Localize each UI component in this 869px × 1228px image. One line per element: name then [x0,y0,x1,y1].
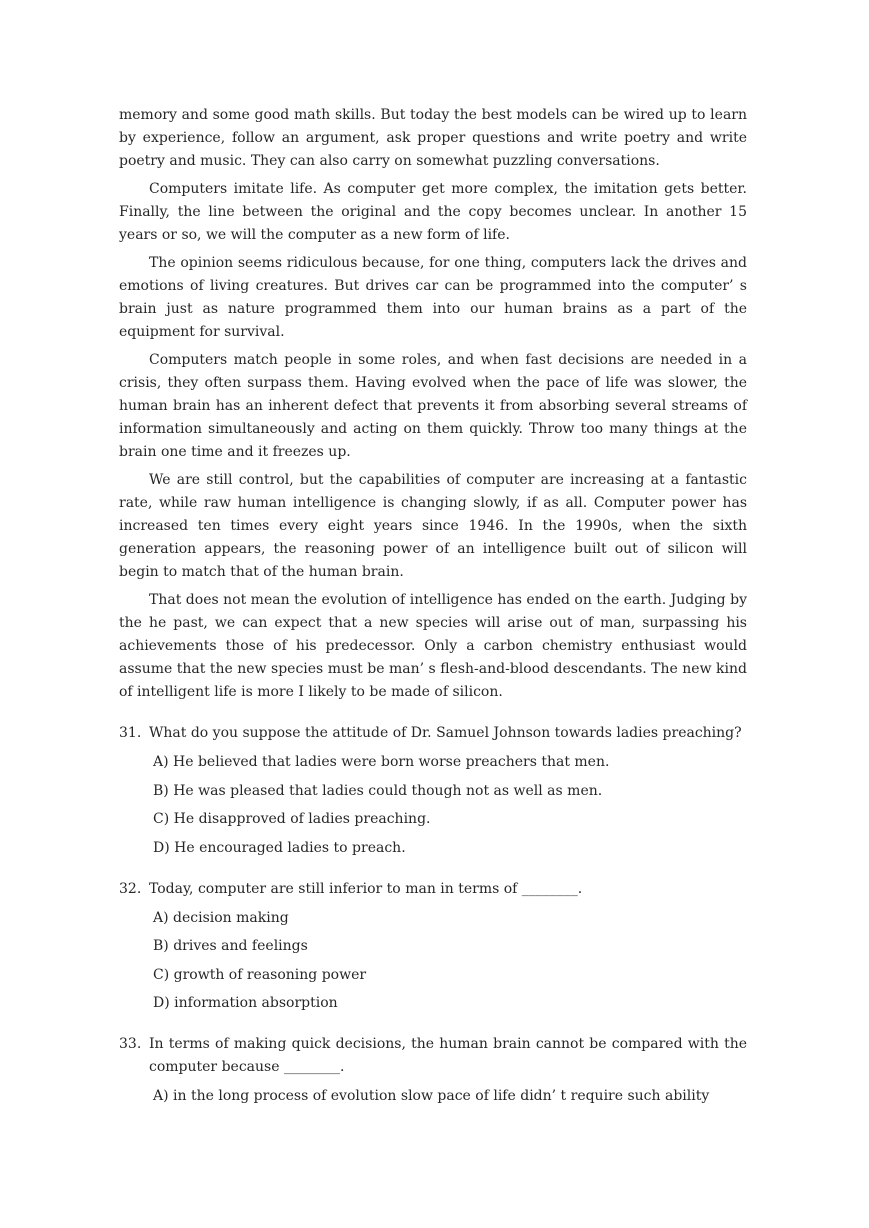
question-33 [119,1033,747,1108]
passage-paragraph: Computers match people in some roles, and when fast decisions are needed in a crisis, they often surpass them. Having evolved when the pace of life was slower, the human brain has an inherent defect that prevents it from absorbing several streams of information simultaneously and acting on them quickly. Throw too many things at the brain one time and it freezes up. [119,352,747,460]
option-list [153,1085,747,1108]
option-d[interactable]: D) He encouraged ladies to preach. [153,839,406,856]
question-32 [119,878,747,1016]
option-a[interactable]: A) decision making [153,909,289,926]
option-list [153,907,747,1016]
question-number: 33. [119,1036,142,1052]
passage-paragraph: That does not mean the evolution of intelligence has ended on the earth. Judging by the he past, we can expect that a new species will arise out of man, surpassing his achievements those of his predecessor. Only a carbon chemistry enthusiast would assume that the new species must be man’ s flesh-and-blood descendants. The new kind of intelligent life is more I likely to be made of silicon. [119,592,747,700]
passage-paragraph: Computers imitate life. As computer get more complex, the imitation gets better. Finally, the line between the original and the copy becomes unclear. In another 15 years or so, we will the computer as a new form of life. [119,181,747,243]
reading-passage [119,104,747,704]
question-list [119,722,747,1108]
option-b[interactable]: B) He was pleased that ladies could though not as well as men. [153,782,603,799]
option-a[interactable]: A) in the long process of evolution slow pace of life didn’ t require such ability [153,1088,710,1104]
option-b[interactable]: B) drives and feelings [153,938,308,954]
option-list [153,751,747,860]
question-31 [119,722,747,860]
option-c[interactable]: C) growth of reasoning power [153,966,367,983]
document-page [119,104,747,1126]
question-text: Today, computer are still inferior to man in terms of ________. [149,880,583,897]
question-stem [119,1033,747,1079]
passage-paragraph: We are still control, but the capabilities of computer are increasing at a fantastic rate, while raw human intelligence is changing slowly, if as all. Computer power has increased ten times every eight years since 1946. In the 1990s, when the sixth generation appears, the reasoning power of an intelligence built out of silicon will begin to match that of the human brain. [119,472,747,580]
question-stem [119,722,747,745]
option-c[interactable]: C) He disapproved of ladies preaching. [153,811,431,827]
option-d[interactable]: D) information absorption [153,995,338,1011]
passage-paragraph: The opinion seems ridiculous because, for one thing, computers lack the drives and emotions of living creatures. But drives car can be programmed into the computer’ s brain just as nature programmed them into our human brains as a part of the equipment for survival. [119,255,747,340]
question-number: 32. [119,880,142,897]
question-text: In terms of making quick decisions, the human brain cannot be compared with the computer because ________. [149,1036,747,1075]
question-text: What do you suppose the attitude of Dr. Samuel Johnson towards ladies preaching? [149,725,742,741]
question-number: 31. [119,725,142,741]
passage-paragraph: memory and some good math skills. But today the best models can be wired up to learn by experience, follow an argument, ask proper questions and write poetry and write poetry and music. They can also carry on somewhat puzzling conversations. [119,107,747,169]
question-stem [119,878,747,901]
option-a[interactable]: A) He believed that ladies were born worse preachers that men. [153,754,610,770]
